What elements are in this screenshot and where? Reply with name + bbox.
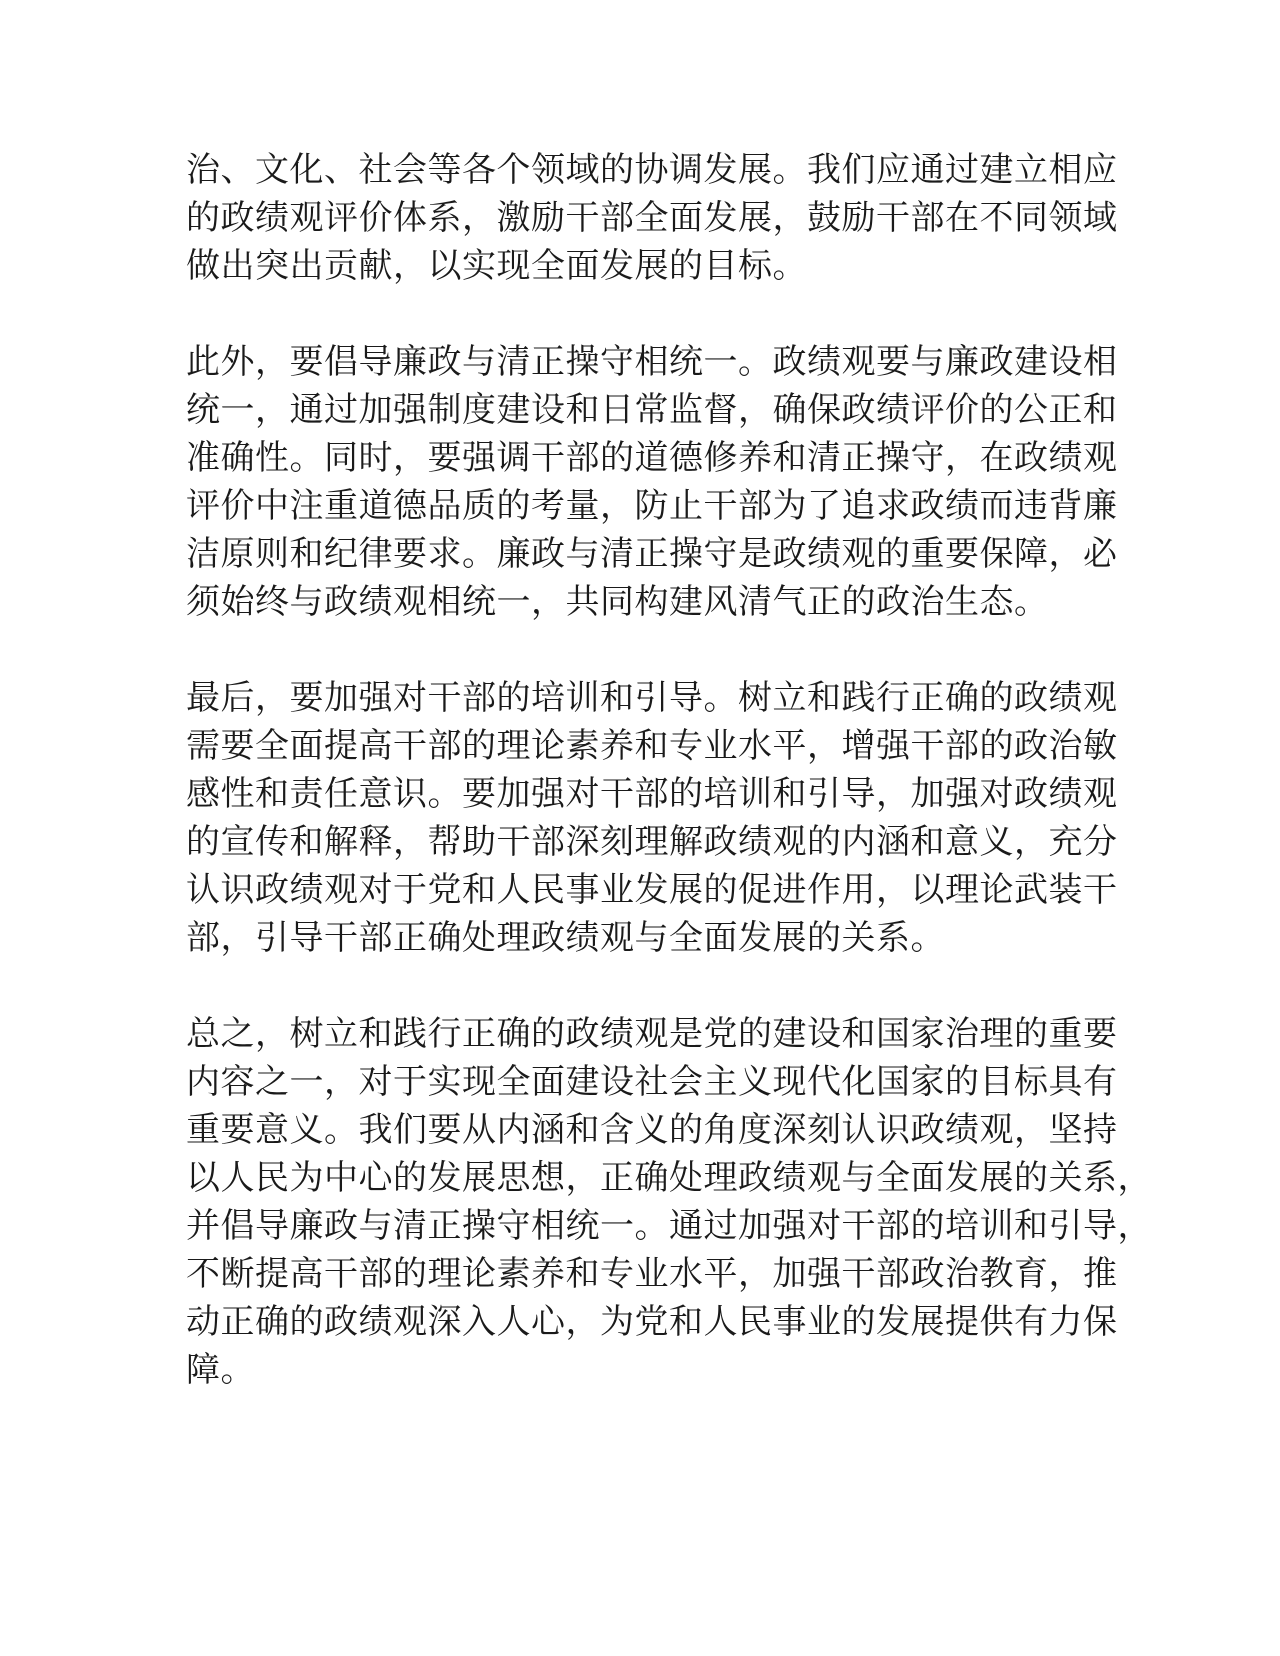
text-line: 的政绩观评价体系，激励干部全面发展，鼓励干部在不同领域 [186, 198, 1118, 238]
text-line: 以人民为中心的发展思想，正确处理政绩观与全面发展的关系， [186, 1158, 1152, 1198]
text-line: 最后，要加强对干部的培训和引导。树立和践行正确的政绩观 [186, 678, 1118, 718]
text-line: 评价中注重道德品质的考量，防止干部为了追求政绩而违背廉 [186, 486, 1118, 526]
text-line: 洁原则和纪律要求。廉政与清正操守是政绩观的重要保障，必 [186, 534, 1118, 574]
text-line: 统一，通过加强制度建设和日常监督，确保政绩评价的公正和 [186, 390, 1118, 430]
text-line: 的宣传和解释，帮助干部深刻理解政绩观的内涵和意义，充分 [186, 822, 1118, 862]
text-line: 感性和责任意识。要加强对干部的培训和引导，加强对政绩观 [186, 774, 1118, 814]
paragraph-1 [186, 146, 1118, 290]
text-line: 准确性。同时，要强调干部的道德修养和清正操守，在政绩观 [186, 438, 1118, 478]
text-line: 做出突出贡献，以实现全面发展的目标。 [186, 246, 807, 286]
text-line: 部，引导干部正确处理政绩观与全面发展的关系。 [186, 918, 945, 958]
text-line: 总之，树立和践行正确的政绩观是党的建设和国家治理的重要 [186, 1014, 1118, 1054]
text-line: 动正确的政绩观深入人心，为党和人民事业的发展提供有力保 [186, 1302, 1118, 1342]
text-line: 此外，要倡导廉政与清正操守相统一。政绩观要与廉政建设相 [186, 342, 1118, 382]
text-line: 内容之一，对于实现全面建设社会主义现代化国家的目标具有 [186, 1062, 1118, 1102]
text-line: 并倡导廉政与清正操守相统一。通过加强对干部的培训和引导， [186, 1206, 1152, 1246]
text-line: 须始终与政绩观相统一，共同构建风清气正的政治生态。 [186, 582, 1049, 622]
text-line: 需要全面提高干部的理论素养和专业水平，增强干部的政治敏 [186, 726, 1118, 766]
paragraph-4 [186, 1010, 1152, 1394]
text-line: 障。 [186, 1350, 255, 1390]
text-line: 不断提高干部的理论素养和专业水平，加强干部政治教育，推 [186, 1254, 1118, 1294]
text-line: 治、文化、社会等各个领域的协调发展。我们应通过建立相应 [186, 150, 1118, 190]
paragraph-2 [186, 338, 1118, 626]
text-line: 重要意义。我们要从内涵和含义的角度深刻认识政绩观，坚持 [186, 1110, 1118, 1150]
document-page [186, 146, 1152, 1442]
paragraph-3 [186, 674, 1118, 962]
text-line: 认识政绩观对于党和人民事业发展的促进作用，以理论武装干 [186, 870, 1118, 910]
